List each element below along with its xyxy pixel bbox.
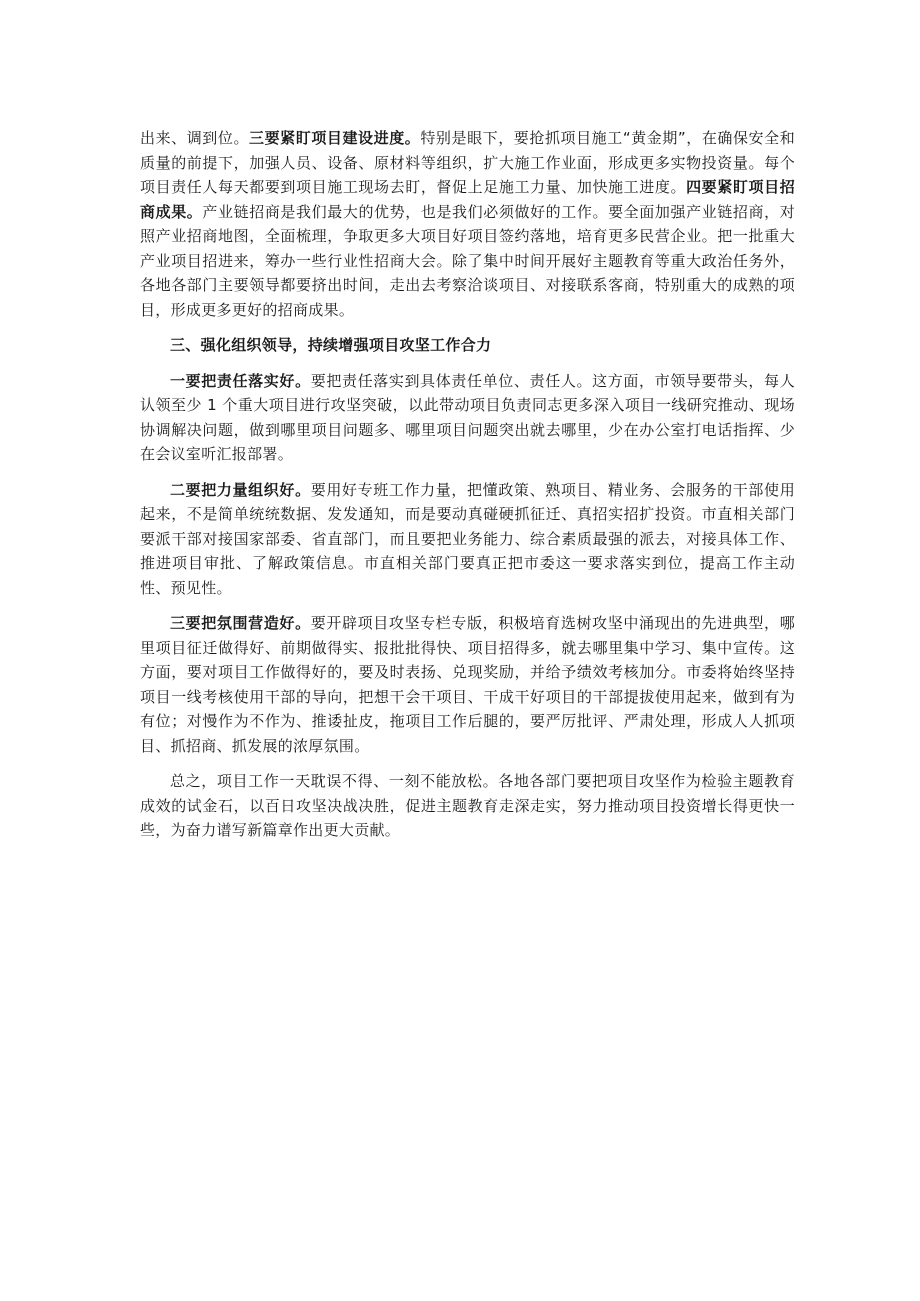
bold-point-investment-results: 四要紧盯项目招商成果。 bbox=[140, 178, 795, 221]
bold-point-atmosphere: 三要把氛围营造好。 bbox=[170, 614, 311, 632]
paragraph-conclusion bbox=[140, 769, 795, 843]
paragraph-text: 要开辟项目攻坚专栏专版，积极培育选树攻坚中涌现出的先进典型，哪里项目征迁做得好、前期做得实、报批批得快、项目招得多，就去哪里集中学习、集中宣传。这方面，要对项目工作做得好的，要及时表扬、兑现奖励，并给予绩效考核加分。市委将始终坚持项目一线考核使用干部的导向，把想干会干项目、干成干好项目的干部提拔使用起来，做到有为有位；对慢作为不作为、推诿扯皮，拖项目工作后腿的，要严厉批评、严肃处理，形成人人抓项目、抓招商、抓发展的浓厚氛围。 bbox=[140, 614, 795, 755]
section-heading-3: 三、强化组织领导，持续增强项目攻坚工作合力 bbox=[170, 336, 492, 354]
paragraph-responsibility bbox=[140, 369, 795, 467]
paragraph-text: 要把责任落实到具体责任单位、责任人。这方面，市领导要带头，每人认领至少 1 个重大项目进行攻坚突破，以此带动项目负责同志更多深入项目一线研究推动、现场协调解决问题，做到哪里项目问题多、哪里项目问题突出就去哪里，少在办公室打电话指挥、少在会议室听汇报部署。 bbox=[140, 371, 795, 463]
bold-point-construction-progress: 三要紧盯项目建设进度。 bbox=[249, 129, 421, 147]
paragraph-text: 产业链招商是我们最大的优势，也是我们必须做好的工作。要全面加强产业链招商，对照产业招商地图，全面梳理，争取更多大项目好项目签约落地，培育更多民营企业。把一批重大产业项目招进来，筹办一些行业性招商大会。除了集中时间开展好主题教育等重大政治任务外，各地各部门主要领导都要挤出时间，走出去考察洽谈项目、对接联系客商，特别重大的成熟的项目，形成更多更好的招商成果。 bbox=[140, 202, 796, 319]
paragraph-text: 总之，项目工作一天耽误不得、一刻不能放松。各地各部门要把项目攻坚作为检验主题教育成效的试金石，以百日攻坚决战决胜，促进主题教育走深走实，努力推动项目投资增长得更快一些，为奋力谱写新篇章作出更大贡献。 bbox=[140, 772, 795, 839]
paragraph-project-progress bbox=[140, 126, 795, 322]
paragraph-text: 特别是眼下，要抢抓项目施工“黄金期”，在确保安全和质量的前提下，加强人员、设备、原材料等组织，扩大施工作业面，形成更多实物投资量。每个项目责任人每天都要到项目施工现场去盯，督促上足施工力量、加快施工进度。 bbox=[140, 129, 795, 196]
paragraph-text: 要用好专班工作力量，把懂政策、熟项目、精业务、会服务的干部使用起来，不是简单统统数据、发发通知，而是要动真碰硬抓征迁、真招实招扩投资。市直相关部门要派干部对接国家部委、省直部门，而且要把业务能力、综合素质最强的派去，对接具体工作、推进项目审批、了解政策信息。市直相关部门要真正把市委这一要求落实到位，提高工作主动性、预见性。 bbox=[140, 480, 795, 597]
paragraph-text: 出来、调到位。 bbox=[140, 129, 250, 147]
bold-point-responsibility: 一要把责任落实好。 bbox=[170, 371, 311, 390]
bold-point-organization: 二要把力量组织好。 bbox=[170, 480, 311, 499]
paragraph-atmosphere bbox=[140, 611, 795, 758]
document-page bbox=[140, 126, 795, 854]
paragraph-organization bbox=[140, 478, 795, 601]
